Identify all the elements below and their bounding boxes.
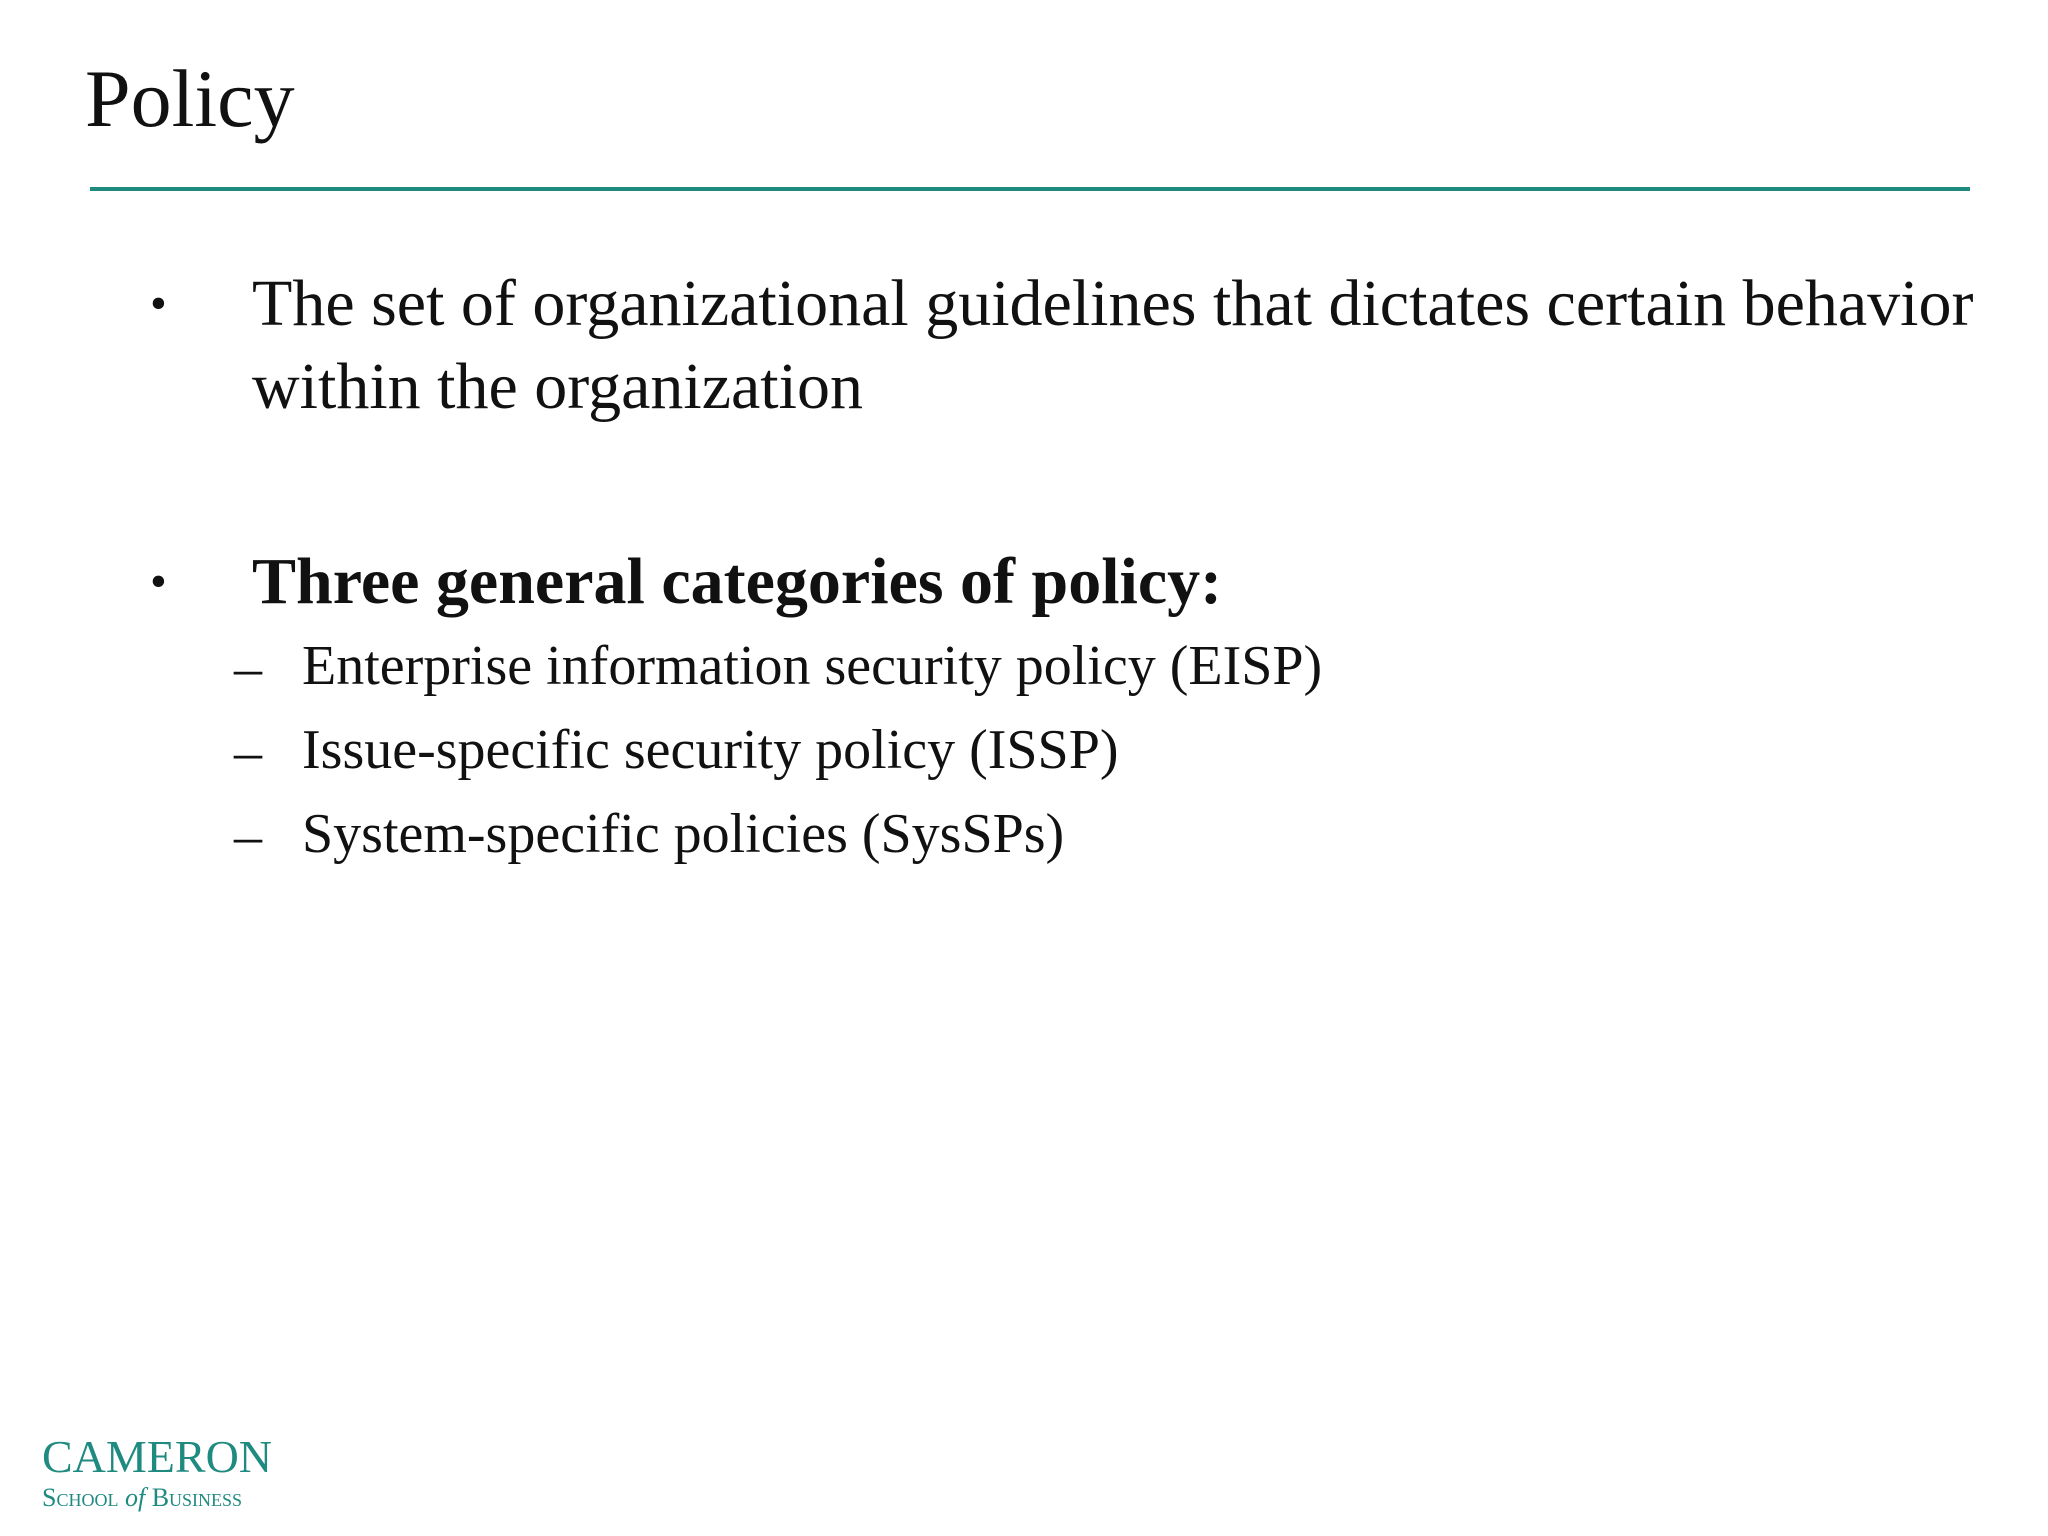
- bullet-item: [0, 540, 2048, 630]
- sub-list-item: [0, 636, 2048, 716]
- logo-name: CAMERON: [42, 1431, 273, 1482]
- sub-list-item: [0, 804, 2048, 884]
- sub-marker: –: [234, 721, 262, 783]
- sub-marker: –: [234, 805, 262, 867]
- logo-sub-left: School: [42, 1483, 125, 1512]
- sub-item-text: System-specific policies (SysSPs): [302, 803, 1065, 865]
- bullet-marker: •: [150, 555, 167, 608]
- title-divider: [90, 187, 1970, 191]
- bullet-item: [0, 262, 2048, 432]
- slide-title: Policy: [85, 53, 295, 144]
- sub-item-text: Issue-specific security policy (ISSP): [302, 719, 1119, 781]
- cameron-school-logo: [42, 1431, 273, 1513]
- sub-item-text: Enterprise information security policy (EISP): [302, 635, 1323, 697]
- sub-list-item: [0, 720, 2048, 800]
- bullet-heading: Three general categories of policy:: [252, 545, 1223, 618]
- logo-sub-right: Business: [145, 1483, 243, 1512]
- bullet-text: The set of organizational guidelines that dictates certain behavior within the organization: [252, 267, 1974, 423]
- logo-subtitle: [42, 1482, 272, 1513]
- bullet-marker: •: [150, 277, 167, 330]
- logo-sub-of: of: [124, 1483, 146, 1512]
- sub-marker: –: [234, 637, 262, 699]
